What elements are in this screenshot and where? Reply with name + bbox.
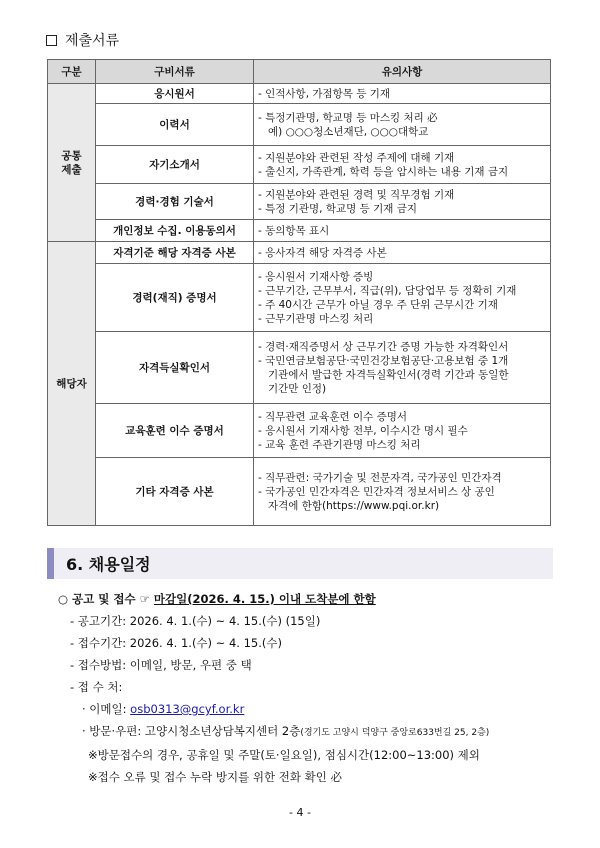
col-header-category: 구분 — [48, 60, 96, 84]
table-row — [48, 242, 551, 264]
receipt-method: - 접수방법: 이메일, 방문, 우편 중 택 — [70, 658, 252, 672]
table-row — [48, 184, 551, 220]
destination-label: - 접 수 처: — [70, 680, 123, 694]
email-link[interactable]: osb0313@gcyf.or.kr — [130, 702, 245, 716]
note-line: 기간만 인정) — [268, 382, 327, 395]
note-line: 예) ○○○청소년재단, ○○○대학교 — [268, 125, 429, 138]
note-line: 기관에서 발급한 자격득실확인서(경력 기간과 동일한 — [268, 368, 509, 381]
note-line: - 지원분야와 관련된 경력 및 직무경험 기재 — [258, 188, 455, 201]
note-line: - 근무기간, 근무부서, 직급(위), 담당업무 등 정확히 기재 — [258, 284, 517, 297]
table-row — [48, 458, 551, 526]
note-line: - 인적사항, 가점항목 등 기재 — [258, 87, 391, 100]
note-line: - 특정 기관명, 학교명 등 기재 금지 — [258, 202, 418, 215]
visit-line — [58, 720, 489, 744]
doc-item: 교육훈련 이수 증명서 — [96, 404, 254, 458]
section-title: 제출서류 — [65, 33, 120, 49]
email-line — [58, 698, 489, 720]
table-row — [48, 220, 551, 242]
section-heading — [46, 30, 119, 50]
doc-item: 자격기준 해당 자격증 사본 — [96, 242, 254, 264]
doc-item: 경력(재직) 증명서 — [96, 264, 254, 332]
notice-line — [58, 588, 489, 610]
email-label: · 이메일: — [82, 702, 131, 716]
note-line: - 출신지, 가족관계, 학력 등을 암시하는 내용 기재 금지 — [258, 165, 509, 178]
note-line: - 근무기관명 마스킹 처리 — [258, 312, 374, 325]
table-row — [48, 332, 551, 404]
note-line: - 응시원서 기재사항 증빙 — [258, 270, 374, 283]
doc-notes — [254, 84, 551, 104]
doc-item: 기타 자격증 사본 — [96, 458, 254, 526]
doc-notes — [254, 220, 551, 242]
visit-main: · 방문·우편: 고양시청소년상담복지센터 2층 — [82, 724, 301, 738]
doc-item: 자기소개서 — [96, 146, 254, 184]
section-6-header — [47, 548, 553, 579]
table-row — [48, 404, 551, 458]
col-header-document: 구비서류 — [96, 60, 254, 84]
note-line: - 경력·재직증명서 상 근무기간 증명 가능한 자격확인서 — [258, 340, 509, 353]
table-header-row — [48, 60, 551, 84]
doc-item: 응시원서 — [96, 84, 254, 104]
note-line: 자격에 한함(https://www.pqi.or.kr) — [268, 499, 440, 512]
note-line: - 주 40시간 근무가 아닐 경우 주 단위 근무시간 기재 — [258, 298, 498, 311]
note-line: - 직무관련: 국가기술 및 전문자격, 국가공인 민간자격 — [258, 471, 502, 484]
note-line: - 응시원서 기재사항 전부, 이수시간 명시 필수 — [258, 424, 468, 437]
note-phone: ※접수 오류 및 접수 누락 방지를 위한 전화 확인 必 — [88, 770, 342, 784]
note-line: - 국가공인 민간자격은 민간자격 정보서비스 상 공인 — [258, 485, 495, 498]
schedule-body — [58, 588, 489, 788]
doc-notes — [254, 146, 551, 184]
notice-period: - 공고기간: 2026. 4. 1.(수) ~ 4. 15.(수) (15일) — [70, 614, 321, 628]
note-line: - 국민연금보험공단·국민건강보험공단·고용보험 중 1개 — [258, 354, 509, 367]
note-line: - 동의항목 표시 — [258, 224, 330, 237]
doc-notes — [254, 242, 551, 264]
checkbox-square-icon — [46, 35, 57, 46]
note-line: - 지원분야와 관련된 작성 주제에 대해 기재 — [258, 151, 455, 164]
table-row — [48, 104, 551, 146]
note-line: - 특정기관명, 학교명 등 마스킹 처리 必 — [258, 111, 438, 124]
doc-notes — [254, 332, 551, 404]
doc-notes — [254, 458, 551, 526]
note-line: - 교육 훈련 주관기관명 마스킹 처리 — [258, 438, 421, 451]
doc-notes — [254, 264, 551, 332]
doc-notes — [254, 404, 551, 458]
note-line: - 응사자격 해당 자격증 사본 — [258, 246, 387, 259]
note-line: - 직무관련 교육훈련 이수 증명서 — [258, 410, 407, 423]
documents-table — [47, 59, 551, 526]
visit-address: (경기도 고양시 덕양구 중앙로633번길 25, 2층) — [300, 728, 490, 738]
section-6-title: 6. 채용일정 — [66, 555, 151, 574]
doc-item: 개인정보 수집. 이용동의서 — [96, 220, 254, 242]
doc-notes — [254, 104, 551, 146]
table-row — [48, 146, 551, 184]
notice-prefix: ○ 공고 및 접수 ☞ — [58, 592, 154, 606]
category-common: 공통 제출 — [48, 84, 96, 242]
doc-item: 경력·경험 기술서 — [96, 184, 254, 220]
receipt-period: - 접수기간: 2026. 4. 1.(수) ~ 4. 15.(수) — [70, 636, 282, 650]
table-row — [48, 264, 551, 332]
doc-item: 자격득실확인서 — [96, 332, 254, 404]
page-number: - 4 - — [289, 806, 311, 819]
deadline-text: 마감일(2026. 4. 15.) 이내 도착분에 한함 — [153, 592, 376, 606]
doc-item: 이력서 — [96, 104, 254, 146]
doc-notes — [254, 184, 551, 220]
note-visit: ※방문접수의 경우, 공휴일 및 주말(토·일요일), 점심시간(12:00~13:00) 제외 — [88, 748, 480, 762]
col-header-notes: 유의사항 — [254, 60, 551, 84]
table-row — [48, 84, 551, 104]
category-applicable: 해당자 — [48, 242, 96, 526]
